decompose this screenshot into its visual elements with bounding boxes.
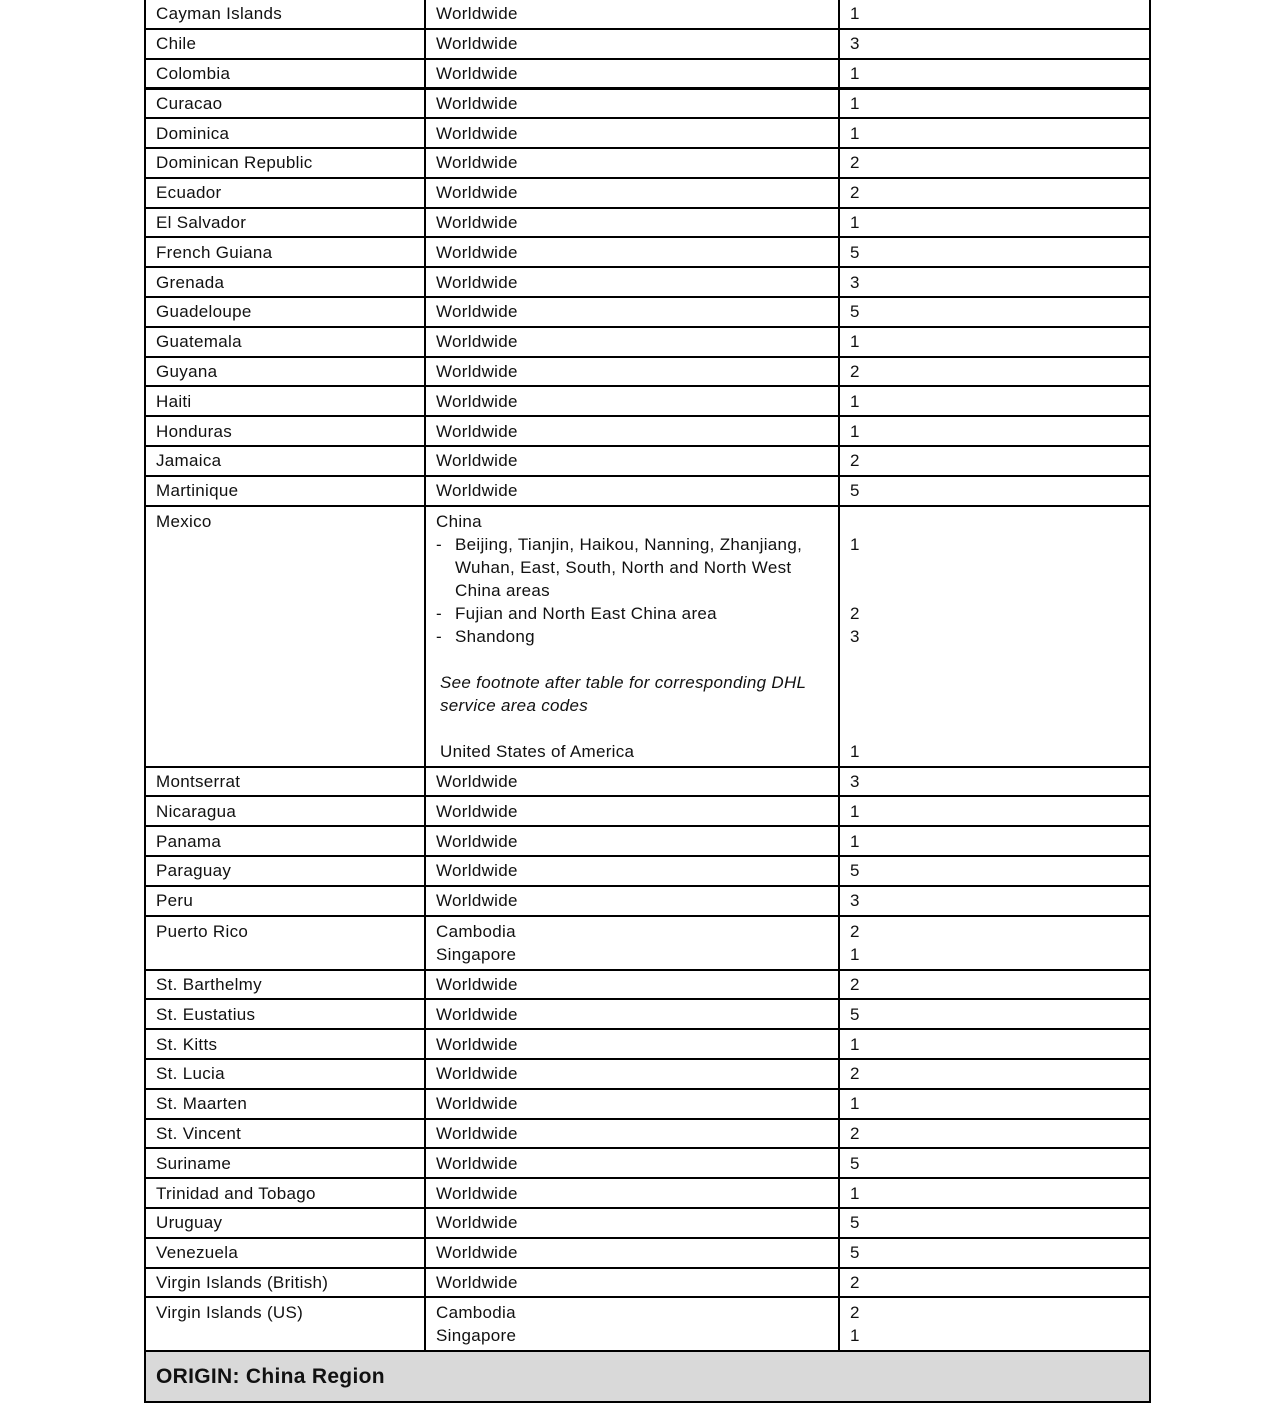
table-row — [145, 88, 1150, 118]
table-row — [145, 178, 1150, 208]
country-cell: French Guiana — [145, 237, 425, 267]
service-code: 2 — [850, 603, 860, 623]
table-row — [145, 297, 1150, 327]
code-cell — [839, 506, 1150, 767]
country-cell: Haiti — [145, 386, 425, 416]
bullet-line: Fujian and North East China area — [455, 603, 717, 623]
table-row — [145, 1148, 1150, 1178]
country-cell: Grenada — [145, 267, 425, 297]
bullet-line: Wuhan, East, South, North and North West — [455, 557, 792, 577]
table-row — [145, 1029, 1150, 1059]
code-cell: 1 — [839, 118, 1150, 148]
service-code: 3 — [850, 626, 860, 646]
table-row — [145, 826, 1150, 856]
origin-cell: Worldwide — [425, 29, 839, 59]
code-cell: 1 — [839, 208, 1150, 238]
code-cell: 3 — [839, 886, 1150, 916]
table-row — [145, 970, 1150, 1000]
bullet-line: China areas — [455, 580, 550, 600]
code-cell: 1 — [839, 796, 1150, 826]
table-row — [145, 856, 1150, 886]
code-cell: 2 — [839, 357, 1150, 387]
origin-cell: Worldwide — [425, 59, 839, 89]
origin-cell: Worldwide — [425, 386, 839, 416]
code-cell: 2 — [839, 970, 1150, 1000]
origin-cell: Worldwide — [425, 148, 839, 178]
origin-cell: Worldwide — [425, 327, 839, 357]
origin-cell: Worldwide — [425, 0, 839, 29]
code-cell: 1 — [839, 1178, 1150, 1208]
bullet-item — [436, 602, 828, 625]
table-row — [145, 1178, 1150, 1208]
table-row — [145, 1089, 1150, 1119]
country-cell: Panama — [145, 826, 425, 856]
country-cell: St. Vincent — [145, 1119, 425, 1149]
service-code: 1 — [850, 1326, 860, 1346]
table-row — [145, 999, 1150, 1029]
origin-cell: Worldwide — [425, 970, 839, 1000]
country-cell — [145, 1297, 425, 1351]
bullet-dash: - — [436, 534, 442, 554]
table-row-puerto-rico — [145, 916, 1150, 970]
table-row — [145, 1268, 1150, 1298]
table-row — [145, 357, 1150, 387]
origin-cell: Worldwide — [425, 1208, 839, 1238]
country-cell: St. Maarten — [145, 1089, 425, 1119]
country-cell: Trinidad and Tobago — [145, 1178, 425, 1208]
code-cell: 5 — [839, 476, 1150, 506]
code-cell: 2 — [839, 178, 1150, 208]
code-cell: 1 — [839, 416, 1150, 446]
country-cell: Peru — [145, 886, 425, 916]
origin-cell: Worldwide — [425, 886, 839, 916]
bullet-item — [436, 625, 828, 648]
code-cell: 2 — [839, 446, 1150, 476]
country-cell: Guatemala — [145, 327, 425, 357]
table-row — [145, 416, 1150, 446]
puerto-rico-section — [145, 916, 1150, 970]
code-cell: 5 — [839, 856, 1150, 886]
country-cell: St. Eustatius — [145, 999, 425, 1029]
table-row — [145, 118, 1150, 148]
origin-name: Singapore — [436, 1326, 517, 1346]
service-code: 1 — [850, 944, 860, 964]
table-row — [145, 386, 1150, 416]
origin-cell: Worldwide — [425, 1089, 839, 1119]
country-cell: Honduras — [145, 416, 425, 446]
code-cell: 5 — [839, 999, 1150, 1029]
bullet-item — [436, 533, 828, 602]
code-cell: 5 — [839, 1208, 1150, 1238]
country-cell: Cayman Islands — [145, 0, 425, 29]
table-row — [145, 59, 1150, 89]
country-cell: Virgin Islands (British) — [145, 1268, 425, 1298]
table-body-mid — [145, 767, 1150, 916]
origin-cell: Worldwide — [425, 767, 839, 797]
table-row — [145, 237, 1150, 267]
origin-cell: Worldwide — [425, 1029, 839, 1059]
service-code: 2 — [850, 921, 860, 941]
code-cell: 1 — [839, 386, 1150, 416]
code-cell — [839, 916, 1150, 970]
country-cell: St. Barthelmy — [145, 970, 425, 1000]
origin-cell — [425, 506, 839, 767]
origin-cell — [425, 1297, 839, 1351]
country-cell: Guyana — [145, 357, 425, 387]
country-cell: Uruguay — [145, 1208, 425, 1238]
country-cell: Colombia — [145, 59, 425, 89]
code-cell: 1 — [839, 1029, 1150, 1059]
service-code: 1 — [850, 534, 860, 554]
table-row — [145, 446, 1150, 476]
virgin-us-section — [145, 1297, 1150, 1402]
code-cell — [839, 1297, 1150, 1351]
origin-cell: Worldwide — [425, 796, 839, 826]
table-row — [145, 796, 1150, 826]
code-cell: 3 — [839, 767, 1150, 797]
origin-cell: Worldwide — [425, 1268, 839, 1298]
country-name: Puerto Rico — [156, 921, 249, 941]
code-cell: 1 — [839, 1089, 1150, 1119]
origin-cell: Worldwide — [425, 357, 839, 387]
country-cell: Suriname — [145, 1148, 425, 1178]
origin-usa: United States of America — [440, 741, 635, 761]
table-row — [145, 327, 1150, 357]
service-code: 1 — [850, 741, 860, 761]
code-cell: 3 — [839, 267, 1150, 297]
origin-cell — [425, 916, 839, 970]
table-row — [145, 29, 1150, 59]
table-row — [145, 0, 1150, 29]
origin-cell: Worldwide — [425, 267, 839, 297]
country-cell: Dominica — [145, 118, 425, 148]
origin-cell: Worldwide — [425, 178, 839, 208]
origin-cell: Worldwide — [425, 446, 839, 476]
footnote-line: See footnote after table for corresponding DHL — [440, 672, 807, 692]
origin-cell: Worldwide — [425, 416, 839, 446]
country-cell: Guadeloupe — [145, 297, 425, 327]
bullet-dash: - — [436, 626, 442, 646]
table-row — [145, 476, 1150, 506]
origin-china-label: China — [436, 511, 482, 531]
table-row — [145, 1208, 1150, 1238]
table-row-mexico — [145, 506, 1150, 767]
code-cell: 2 — [839, 148, 1150, 178]
rates-table — [144, 0, 1151, 1403]
table-body-top — [145, 0, 1150, 506]
origin-cell: Worldwide — [425, 1119, 839, 1149]
code-cell: 5 — [839, 1238, 1150, 1268]
country-cell: St. Kitts — [145, 1029, 425, 1059]
code-cell: 2 — [839, 1059, 1150, 1089]
bullet-dash: - — [436, 603, 442, 623]
origin-cell: Worldwide — [425, 856, 839, 886]
table-row — [145, 767, 1150, 797]
code-cell: 5 — [839, 1148, 1150, 1178]
country-cell: Paraguay — [145, 856, 425, 886]
code-cell: 5 — [839, 297, 1150, 327]
code-cell: 1 — [839, 59, 1150, 89]
table-row — [145, 267, 1150, 297]
origin-name: Singapore — [436, 944, 517, 964]
origin-cell: Worldwide — [425, 999, 839, 1029]
origin-heading-row — [145, 1351, 1150, 1402]
origin-name: Cambodia — [436, 921, 516, 941]
origin-cell: Worldwide — [425, 1238, 839, 1268]
table-row — [145, 208, 1150, 238]
service-code: 2 — [850, 1303, 860, 1323]
origin-cell: Worldwide — [425, 208, 839, 238]
country-name: Mexico — [156, 511, 212, 531]
origin-cell: Worldwide — [425, 826, 839, 856]
table-row — [145, 148, 1150, 178]
bullet-line: Shandong — [455, 626, 535, 646]
country-cell — [145, 506, 425, 767]
table-row — [145, 1059, 1150, 1089]
code-cell: 1 — [839, 826, 1150, 856]
country-cell: Jamaica — [145, 446, 425, 476]
country-cell: Ecuador — [145, 178, 425, 208]
country-cell: Montserrat — [145, 767, 425, 797]
origin-cell: Worldwide — [425, 1178, 839, 1208]
footnote-line: service area codes — [440, 695, 589, 715]
origin-cell: Worldwide — [425, 1059, 839, 1089]
country-cell: Martinique — [145, 476, 425, 506]
code-cell: 2 — [839, 1119, 1150, 1149]
country-cell: El Salvador — [145, 208, 425, 238]
country-cell: Dominican Republic — [145, 148, 425, 178]
mexico-section — [145, 506, 1150, 767]
table-row-virgin-islands-us — [145, 1297, 1150, 1351]
table-row — [145, 886, 1150, 916]
table-row — [145, 1119, 1150, 1149]
country-cell: Venezuela — [145, 1238, 425, 1268]
country-cell: Chile — [145, 29, 425, 59]
code-cell: 3 — [839, 29, 1150, 59]
origin-cell: Worldwide — [425, 118, 839, 148]
bullet-line: Beijing, Tianjin, Haikou, Nanning, Zhanjiang, — [455, 534, 803, 554]
origin-cell: Worldwide — [425, 1148, 839, 1178]
code-cell: 1 — [839, 327, 1150, 357]
code-cell: 5 — [839, 237, 1150, 267]
table-body-bottom — [145, 970, 1150, 1298]
country-cell: Nicaragua — [145, 796, 425, 826]
code-cell: 1 — [839, 88, 1150, 118]
origin-heading: ORIGIN: China Region — [145, 1351, 1150, 1402]
origin-cell: Worldwide — [425, 88, 839, 118]
origin-cell: Worldwide — [425, 476, 839, 506]
country-name: Virgin Islands (US) — [156, 1303, 304, 1323]
country-cell: Curacao — [145, 88, 425, 118]
origin-name: Cambodia — [436, 1303, 516, 1323]
origin-cell: Worldwide — [425, 297, 839, 327]
country-cell — [145, 916, 425, 970]
code-cell: 1 — [839, 0, 1150, 29]
table-row — [145, 1238, 1150, 1268]
country-cell: St. Lucia — [145, 1059, 425, 1089]
origin-cell: Worldwide — [425, 237, 839, 267]
code-cell: 2 — [839, 1268, 1150, 1298]
